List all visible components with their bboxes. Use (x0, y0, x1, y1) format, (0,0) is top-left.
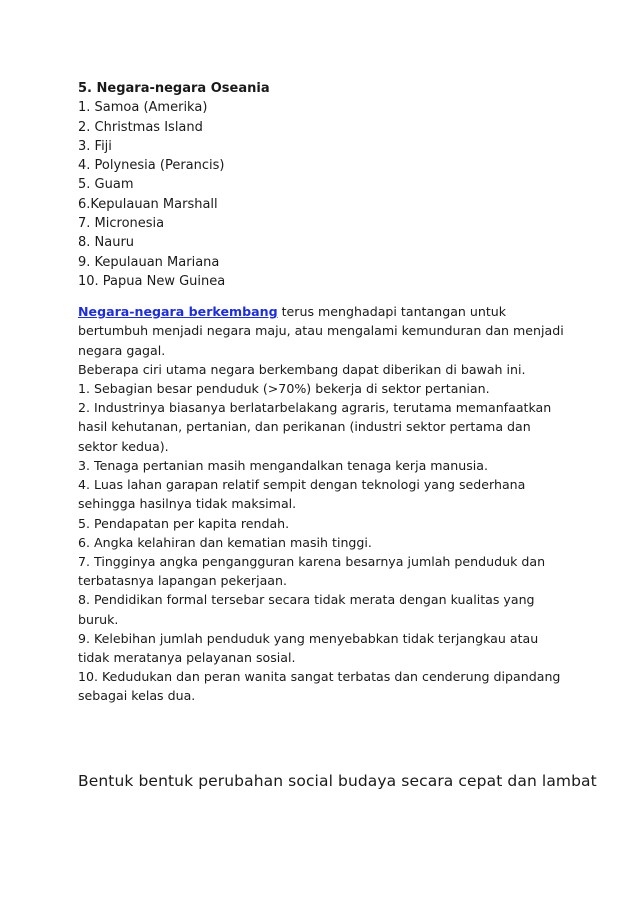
characteristic-item: 8. Pendidikan formal tersebar secara tidak merata dengan kualitas yang buruk. (78, 592, 535, 627)
list-item: 7. Micronesia (78, 216, 165, 232)
list-item: 2. Christmas Island (78, 119, 203, 135)
characteristic-item: 10. Kedudukan dan peran wanita sangat terbatas dan cenderung dipandang sebagai kelas dua. (78, 669, 561, 704)
list-item: 10. Papua New Guinea (78, 273, 226, 289)
list-item: 5. Guam (78, 177, 134, 193)
section-heading-social-change: Bentuk bentuk perubahan social budaya secara cepat dan lambat (78, 772, 597, 790)
characteristic-item: 2. Industrinya biasanya berlatarbelakang agraris, terutama memanfaatkan hasil kehutanan, pertanian, dan perikanan (industri sektor pertama dan sektor kedua). (78, 400, 552, 454)
intro-text: terus menghadapi tantangan untuk bertumbuh menjadi negara maju, atau mengalami kemunduran dan menjadi negara gagal. (78, 304, 564, 358)
list-item: 9. Kepulauan Mariana (78, 254, 220, 270)
developing-countries-link[interactable]: Negara-negara berkembang (78, 304, 278, 320)
characteristic-item: 6. Angka kelahiran dan kematian masih tinggi. (78, 534, 372, 550)
developing-countries-paragraph (78, 302, 568, 705)
characteristic-item: 3. Tenaga pertanian masih mengandalkan tenaga kerja manusia. (78, 457, 489, 473)
oceania-country-list (78, 98, 568, 291)
characteristic-item: 7. Tingginya angka pengangguran karena besarnya jumlah penduduk dan terbatasnya lapangan pekerjaan. (78, 553, 546, 589)
characteristic-item: 9. Kelebihan jumlah penduduk yang menyebabkan tidak terjangkau atau tidak meratanya pelayanan sosial. (78, 630, 539, 665)
list-item: 3. Fiji (78, 138, 112, 154)
characteristic-item: 1. Sebagian besar penduduk (>70%) bekerja di sektor pertanian. (78, 381, 490, 397)
characteristic-item: 4. Luas lahan garapan relatif sempit dengan teknologi yang sederhana sehingga hasilnya tidak maksimal. (78, 477, 526, 512)
list-item: 1. Samoa (Amerika) (78, 100, 208, 116)
list-item: 8. Nauru (78, 235, 135, 251)
list-item: 6.Kepulauan Marshall (78, 196, 218, 212)
section-heading-oceania: 5. Negara-negara Oseania (78, 81, 270, 96)
list-item: 4. Polynesia (Perancis) (78, 158, 225, 174)
characteristic-item: 5. Pendapatan per kapita rendah. (78, 515, 290, 531)
characteristics-intro: Beberapa ciri utama negara berkembang dapat diberikan di bawah ini. (78, 361, 526, 377)
document-body (78, 79, 568, 706)
